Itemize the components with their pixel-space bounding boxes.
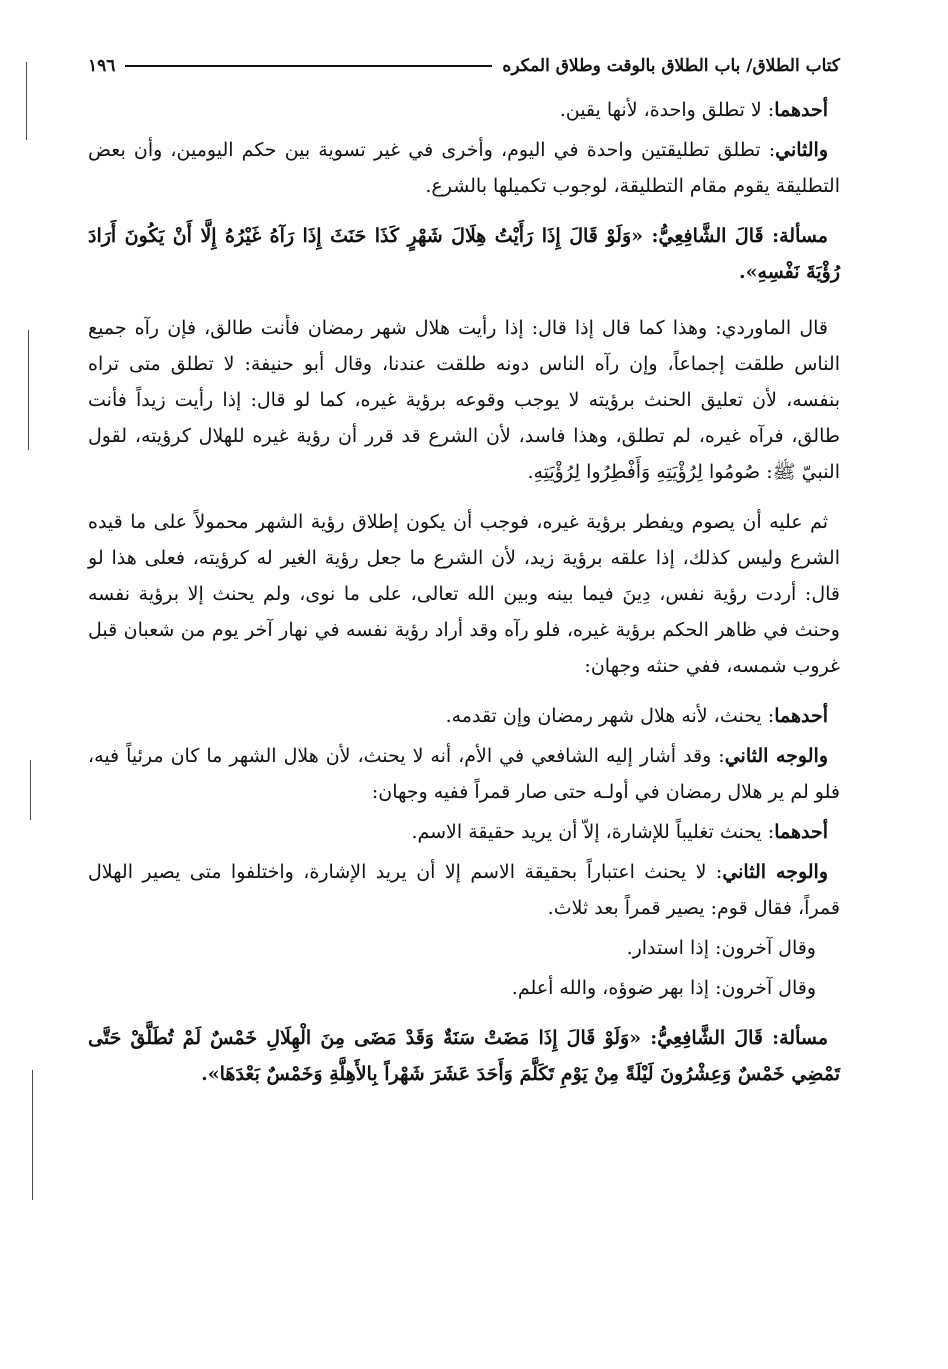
paragraph: وقال آخرون: إذا بهر ضوؤه، والله أعلم. [511,977,816,999]
paragraph: أحدهما: لا تطلق واحدة، لأنها يقين. [559,99,828,121]
paragraph: وقال آخرون: إذا استدار. [626,937,816,959]
left-margin-line [28,330,29,450]
running-header [88,52,840,80]
paragraph: والثاني: تطلق تطليقتين واحدة في اليوم، وأخرى في غير تسوية بين حكم اليومين، وأن بعض التطليقة يقوم مقام التطليقة، لوجوب تكميلها بالشرع. [88,139,840,197]
page-number: ١٩٦ [88,56,116,76]
document-page [88,52,840,1092]
left-margin-line [32,1070,33,1200]
paragraph: أحدهما: يحنث تغليباً للإشارة، إلاّ أن يريد حقيقة الاسم. [411,821,828,843]
paragraph: قال الماوردي: وهذا كما قال إذا قال: إذا رأيت هلال شهر رمضان فأنت طالق، فإن رآه جميع الناس طلقت إجماعاً، وإن رآه الناس دونه طلقت عندنا، وقال أبو حنيفة: لا تطلق متى تراه بنفسه، لأن تعليق الحنث برؤيته لا يوجب وقوعه برؤية غيره، كما لو قال: إذا رأيت زيداً فأنت طالق، فرآه غيره، لم تطلق، وهذا فاسد، لأن الشرع قد قرر أن رؤية غيره للهلال كرؤيته، لقول النبيّ ﷺ: صُومُوا لِرُؤْيَتِهِ وَأَفْطِرُوا لِرُؤْيَتِهِ. [88,317,840,483]
left-margin-line [30,760,31,820]
paragraph: أحدهما: يحنث، لأنه هلال شهر رمضان وإن تقدمه. [445,705,828,727]
issue-paragraph: مسألة: قَالَ الشَّافِعِيُّ: «وَلَوْ قَالَ إِذَا رَأَيْتُ هِلَالَ شَهْرٍ كَذَا حَنَثَ إِذَا رَآهُ غَيْرُهُ إِلَّا أَنْ يَكُونَ أَرَادَ رُؤْيَةَ نَفْسِهِ». [88,225,840,283]
issue-paragraph: مسألة: قَالَ الشَّافِعِيُّ: «وَلَوْ قَالَ إِذَا مَضَتْ سَنَةٌ وَقَدْ مَضَى مِنَ الْهِلَالِ خَمْسٌ لَمْ تُطَلَّقْ حَتَّى تَمْضِي خَمْسٌ وَعِشْرُونَ لَيْلَةً مِنْ يَوْمِ تَكَلَّمَ وَأَحَدَ عَشَرَ شَهْراً بِالأَهِلَّةِ وَخَمْسٌ بَعْدَهَا». [88,1027,840,1085]
paragraph: والوجه الثاني: لا يحنث اعتباراً بحقيقة الاسم إلا أن يريد الإشارة، واختلفوا متى يصير الهلال قمراً، فقال قوم: يصير قمراً بعد ثلاث. [88,861,840,919]
header-rule [125,65,492,67]
running-title: كتاب الطلاق/ باب الطلاق بالوقت وطلاق المكره [502,56,840,76]
left-margin-line [26,62,27,140]
paragraph: والوجه الثاني: وقد أشار إليه الشافعي في الأم، أنه لا يحنث، لأن هلال الشهر ما كان مرئياً فيه، فلو لم ير هلال رمضان في أولـه حتى صار قمراً ففيه وجهان: [88,745,840,803]
paragraph: ثم عليه أن يصوم ويفطر برؤية غيره، فوجب أن يكون إطلاق رؤية الشهر محمولاً على ما قيده الشرع وليس كذلك، إذا علقه برؤية زيد، لأن الشرع ما جعل رؤية الغير له كرؤيته، فعلى هذا لو قال: أردت رؤية نفس، دِينَ فيما بينه وبين الله تعالى، على ما نوى، ولم يحنث إلا برؤية نفسه وحنث في ظاهر الحكم برؤية غيره، فلو رآه وقد أراد رؤية نفسه في نهار آخر يوم من شعبان قبل غروب شمسه، ففي حنثه وجهان: [88,511,840,677]
